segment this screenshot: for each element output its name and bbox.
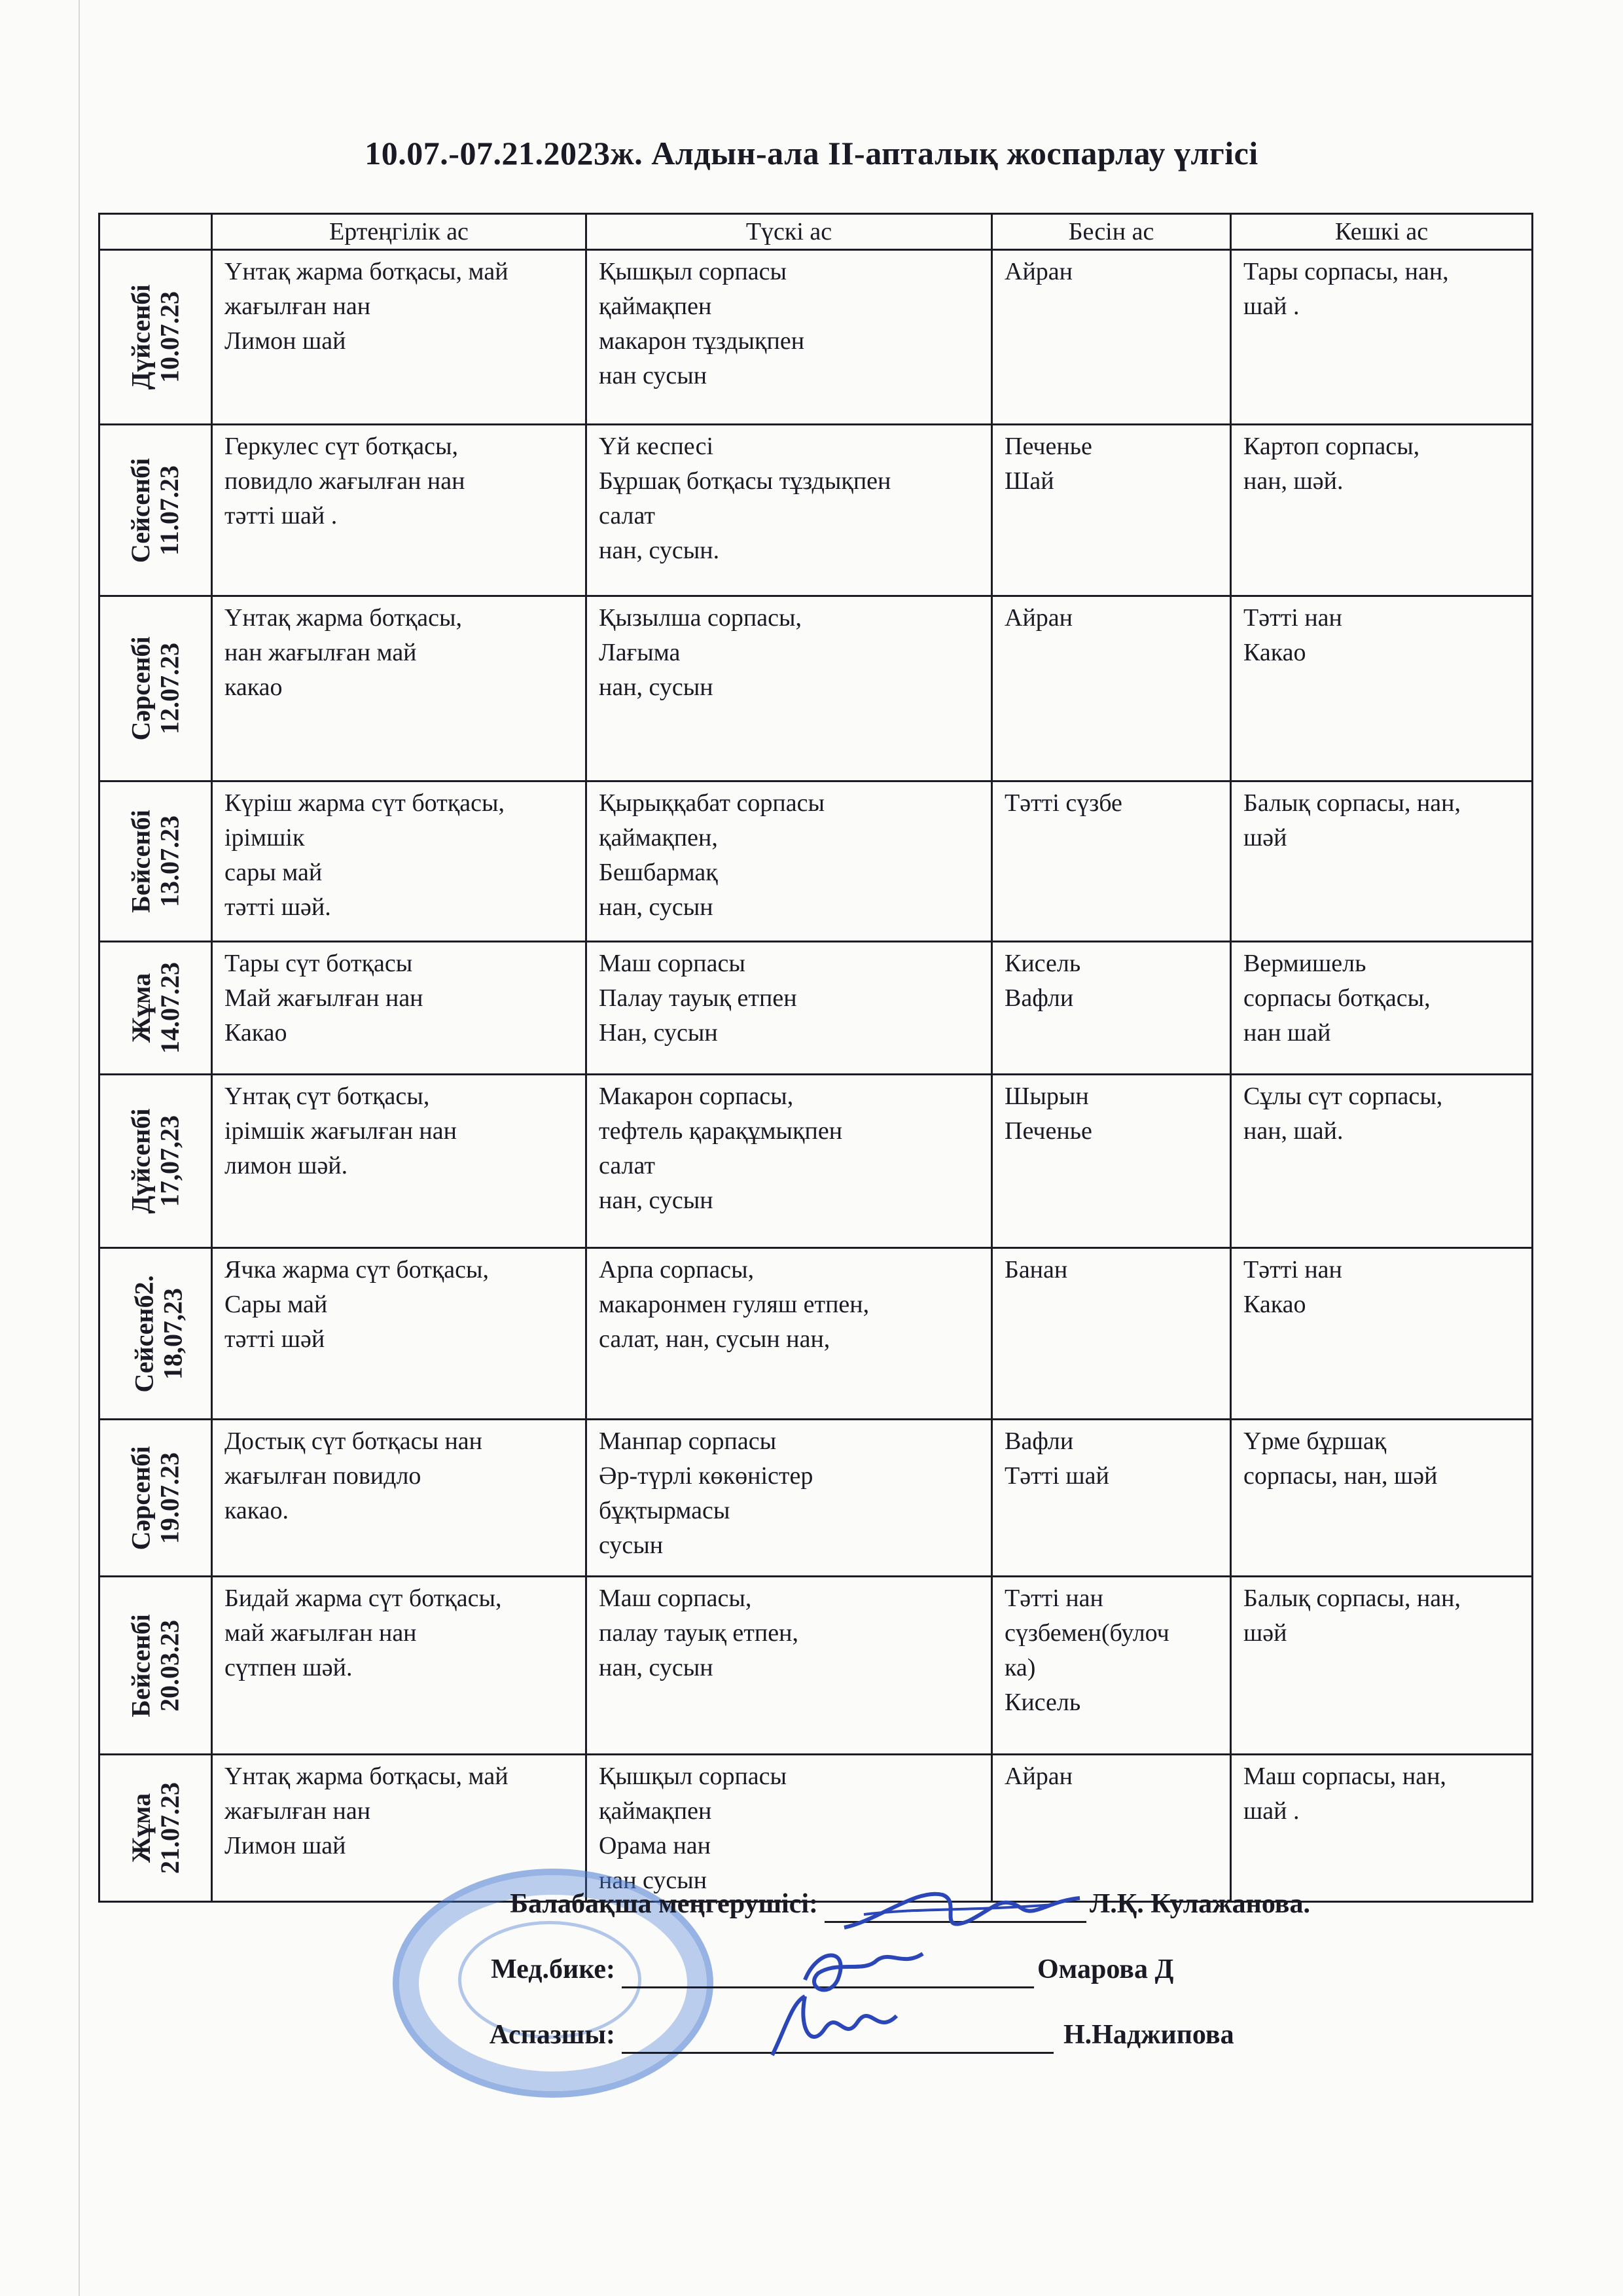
breakfast-cell: Ячка жарма сүт ботқасы, Сары май тәтті шәй: [212, 1248, 586, 1420]
breakfast-cell: Үнтақ жарма ботқасы, нан жағылған май какао: [212, 596, 586, 781]
day-cell: [99, 1075, 212, 1248]
lunch-cell: Макарон сорпасы, тефтель қарақұмықпен салат нан, сусын: [586, 1075, 992, 1248]
day-date: 14.07.23: [154, 962, 185, 1054]
signature-role: Балабақша меңгерушісі:: [510, 1889, 818, 1919]
day-cell: [99, 425, 212, 596]
day-cell: [99, 250, 212, 425]
menu-row: [99, 250, 1533, 425]
day-name: Жұма: [126, 1793, 156, 1863]
signature-role: Мед.бике:: [491, 1954, 615, 1984]
snack-cell: Банан: [992, 1248, 1231, 1420]
header-breakfast: Ертеңгілік ас: [212, 214, 586, 250]
day-label: [127, 962, 185, 1054]
lunch-cell: Маш сорпасы Палау тауық етпен Нан, сусын: [586, 942, 992, 1075]
day-name: Бейсенбі: [126, 810, 156, 913]
dinner-cell: Вермишель сорпасы ботқасы, нан шай: [1231, 942, 1533, 1075]
breakfast-cell: Тары сүт ботқасы Май жағылған нан Какао: [212, 942, 586, 1075]
day-label: [130, 1275, 188, 1392]
day-date: 19.07.23: [154, 1452, 185, 1544]
day-name: Дүйсенбі: [126, 1108, 156, 1214]
menu-table: [98, 213, 1533, 1903]
header-row: [99, 214, 1533, 250]
menu-row: [99, 1755, 1533, 1902]
day-label: [127, 1614, 185, 1717]
signature-name: Л.Қ. Кулажанова.: [1090, 1889, 1310, 1919]
lunch-cell: Қызылша сорпасы, Лағыма нан, сусын: [586, 596, 992, 781]
menu-row: [99, 1577, 1533, 1755]
lunch-cell: Қырыққабат сорпасы қаймақпен, Бешбармақ нан, сусын: [586, 781, 992, 942]
day-date: 12.07.23: [154, 643, 185, 735]
day-cell: [99, 1577, 212, 1755]
signature-name: Н.Наджипова: [1063, 2020, 1234, 2050]
day-name: Бейсенбі: [126, 1613, 156, 1717]
lunch-cell: Маш сорпасы, палау тауық етпен, нан, сусын: [586, 1577, 992, 1755]
signature-name: Омарова Д: [1037, 1954, 1174, 1984]
snack-cell: Тәтті сүзбе: [992, 781, 1231, 942]
signature-role: Аспазшы:: [489, 2020, 615, 2050]
header-lunch: Түскі ас: [586, 214, 992, 250]
lunch-cell: Қышқыл сорпасы қаймақпен Орама нан нан сусын: [586, 1755, 992, 1902]
day-label: [126, 285, 184, 390]
menu-row: [99, 1420, 1533, 1577]
day-label: [126, 1446, 184, 1550]
breakfast-cell: Үнтақ жарма ботқасы, май жағылған нан Лимон шай: [212, 250, 586, 425]
menu-row: [99, 781, 1533, 942]
snack-cell: Айран: [992, 250, 1231, 425]
breakfast-cell: Достық сүт ботқасы нан жағылған повидло какао.: [212, 1420, 586, 1577]
dinner-cell: Картоп сорпасы, нан, шәй.: [1231, 425, 1533, 596]
day-date: 18,07,23: [158, 1287, 188, 1380]
day-name: Сәрсенбі: [126, 636, 156, 741]
day-label: [127, 810, 185, 912]
day-name: Жұма: [126, 973, 156, 1043]
dinner-cell: Тәтті нан Какао: [1231, 596, 1533, 781]
breakfast-cell: Күріш жарма сүт ботқасы, ірімшік сары май тәтті шәй.: [212, 781, 586, 942]
snack-cell: Вафли Тәтті шай: [992, 1420, 1231, 1577]
dinner-cell: Балық сорпасы, нан, шәй: [1231, 1577, 1533, 1755]
breakfast-cell: Үнтақ сүт ботқасы, ірімшік жағылған нан лимон шәй.: [212, 1075, 586, 1248]
day-name: Дүйсенбі: [126, 284, 156, 390]
dinner-cell: Үрме бұршақ сорпасы, нан, шәй: [1231, 1420, 1533, 1577]
day-cell: [99, 1248, 212, 1420]
day-name: Сейсенбі: [126, 457, 156, 563]
dinner-cell: Тары сорпасы, нан, шай .: [1231, 250, 1533, 425]
dinner-cell: Тәтті нан Какао: [1231, 1248, 1533, 1420]
menu-row: [99, 596, 1533, 781]
menu-row: [99, 1075, 1533, 1248]
breakfast-cell: Бидай жарма сүт ботқасы, май жағылған нан сүтпен шәй.: [212, 1577, 586, 1755]
snack-cell: Печенье Шай: [992, 425, 1231, 596]
snack-cell: Тәтті нан сүзбемен(булоч ка) Кисель: [992, 1577, 1231, 1755]
breakfast-cell: Геркулес сүт ботқасы, повидло жағылған нан тәтті шай .: [212, 425, 586, 596]
breakfast-cell: Үнтақ жарма ботқасы, май жағылған нан Лимон шай: [212, 1755, 586, 1902]
day-cell: [99, 1420, 212, 1577]
day-label: [127, 1782, 185, 1874]
page-margin-line: [79, 0, 80, 2296]
header-corner: [99, 214, 212, 250]
dinner-cell: Сұлы сүт сорпасы, нан, шай.: [1231, 1075, 1533, 1248]
day-cell: [99, 596, 212, 781]
lunch-cell: Манпар сорпасы Әр-түрлі көкөністер бұқтырмасы сусын: [586, 1420, 992, 1577]
handwritten-signature-cook: [759, 1990, 910, 2068]
menu-row: [99, 425, 1533, 596]
dinner-cell: Балық сорпасы, нан, шәй: [1231, 781, 1533, 942]
menu-row: [99, 1248, 1533, 1420]
day-name: Сейсенб2.: [129, 1274, 159, 1393]
snack-cell: Айран: [992, 1755, 1231, 1902]
snack-cell: Кисель Вафли: [992, 942, 1231, 1075]
page-title: 10.07.-07.21.2023ж. Алдын-ала ІІ-апталық жоспарлау үлгісі: [365, 135, 1258, 171]
day-cell: [99, 781, 212, 942]
day-label: [126, 636, 184, 740]
day-label: [127, 457, 185, 562]
day-date: 13.07.23: [154, 816, 185, 907]
day-date: 21.07.23: [154, 1782, 185, 1874]
day-name: Сәрсенбі: [126, 1445, 156, 1551]
lunch-cell: Қышқыл сорпасы қаймақпен макарон тұздықпен нан сусын: [586, 250, 992, 425]
day-cell: [99, 942, 212, 1075]
day-date: 11.07.23: [154, 465, 185, 556]
dinner-cell: Маш сорпасы, нан, шай .: [1231, 1755, 1533, 1902]
header-snack: Бесін ас: [992, 214, 1231, 250]
day-date: 10.07.23: [154, 291, 185, 384]
day-cell: [99, 1755, 212, 1902]
day-date: 20.03.23: [154, 1619, 185, 1712]
header-dinner: Кешкі ас: [1231, 214, 1533, 250]
lunch-cell: Арпа сорпасы, макаронмен гуляш етпен, салат, нан, сусын нан,: [586, 1248, 992, 1420]
day-label: [126, 1109, 184, 1214]
day-date: 17,07,23: [154, 1115, 185, 1208]
menu-row: [99, 942, 1533, 1075]
snack-cell: Айран: [992, 596, 1231, 781]
lunch-cell: Үй кеспесі Бұршақ ботқасы тұздықпен салат нан, сусын.: [586, 425, 992, 596]
snack-cell: Шырын Печенье: [992, 1075, 1231, 1248]
